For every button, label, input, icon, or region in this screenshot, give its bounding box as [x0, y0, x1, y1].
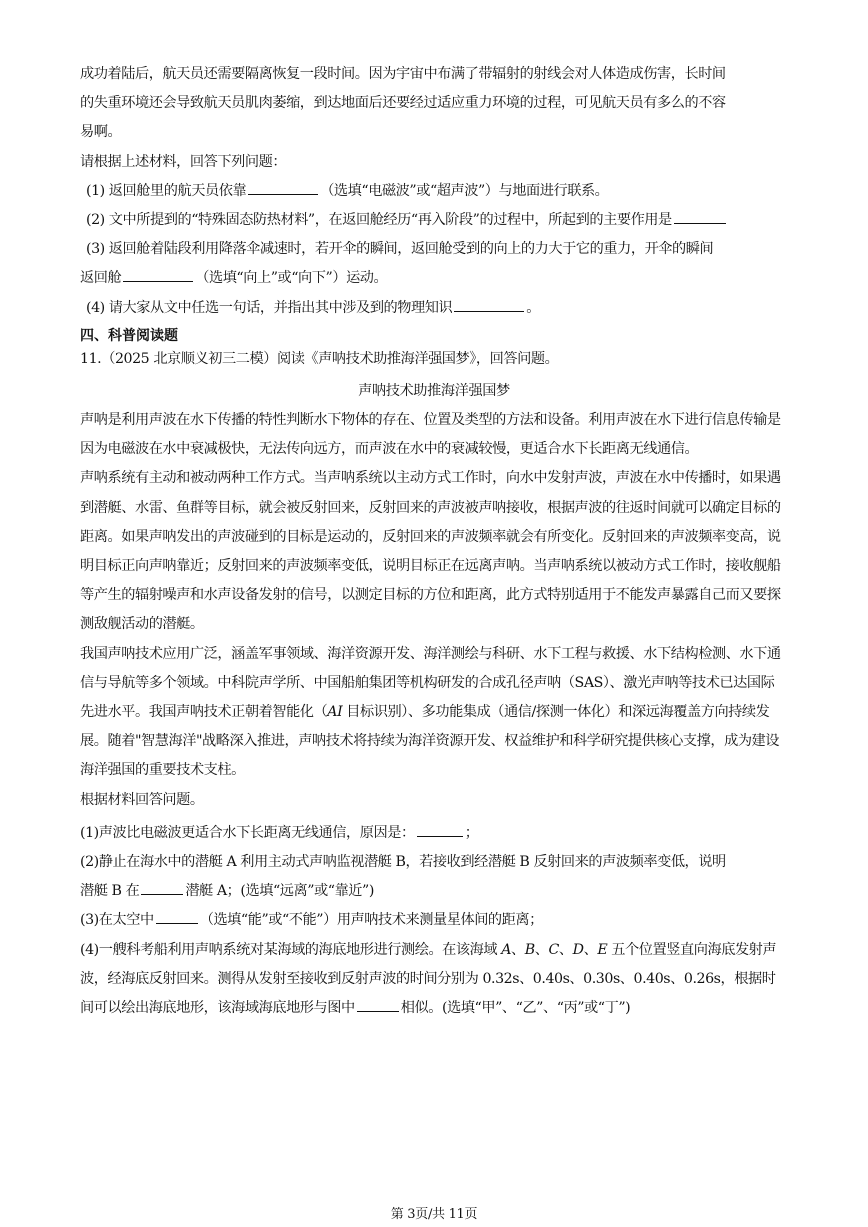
q11-sub2-cont: 潜艇 B 在 潜艇 A；(选填“远离”或“靠近”) — [80, 877, 788, 906]
answer-blank[interactable] — [417, 822, 463, 837]
q10-sub3-cont: 返回舱 （选填“向上”或“向下”）运动。 — [80, 264, 788, 293]
q11-stem: 11.（2025 北京顺义初三二模）阅读《声呐技术助推海洋强国梦》，回答问题。 — [80, 350, 559, 367]
q10-sub1: (1) 返回舱里的航天员依靠 （选填“电磁波”或“超声波”）与地面进行联系。 — [80, 177, 788, 206]
answer-blank[interactable] — [141, 880, 183, 895]
q11-sub3: (3)在太空中 （选填“能”或“不能”）用声呐技术来测量星体间的距离； — [80, 906, 788, 935]
intro-line: 易啊。 — [80, 124, 122, 141]
page-content — [80, 60, 788, 1023]
section-heading: 四、科普阅读题 — [80, 327, 178, 344]
answer-blank[interactable] — [674, 209, 726, 224]
answer-blank[interactable] — [156, 909, 198, 924]
article-paragraph-2: 声呐系统有主动和被动两种工作方式。当声呐系统以主动方式工作时，向水中发射声波，声波在水中传播时，如果遇到潜艇、水雷、鱼群等目标，就会被反射回来，反射回来的声波被声呐接收，根据声波的往返时间就可以确定目标的距离。如果声呐发出的声波碰到的目标是运动的，反射回来的声波频率就会有所变化。反射回来的声波频率变高，说明目标正向声呐靠近；反射回来的声波频率变低，说明目标正在远离声呐。当声呐系统以被动方式工作时，接收舰船等产生的辐射噪声和水声设备发射的信号，以测定目标的方位和距离，此方式特别适用于不能发声暴露自己而又要探测敌舰活动的潜艇。 — [80, 470, 781, 633]
q11-sub2: (2)静止在海水中的潜艇 A 利用主动式声呐监视潜艇 B，若接收到经潜艇 B 反射回来的声波频率变低，说明 — [80, 854, 726, 871]
q11-sub4: (4)一艘科考船利用声呐系统对某海域的海底地形进行测绘。在该海域 A、B、C、D、E 五个位置竖直向海底发射声波，经海底反射回来。测得从发射至接收到反射声波的时间分别为 0.32s、0.40s、0.30s、0.40s、0.26s，根据时间可以绘出海底地形，该海域海底地形与图中 相似。(选填“甲”、“乙”、“丙”或“丁”) — [80, 941, 777, 1017]
q10-sub2: (2) 文中所提到的“特殊固态防热材料”，在返回舱经历“再入阶段”的过程中，所起到的主要作用是 — [80, 206, 788, 235]
answer-blank[interactable] — [454, 297, 524, 312]
intro-line: 的失重环境还会导致航天员肌肉萎缩，到达地面后还要经过适应重力环境的过程，可见航天员有多么的不容 — [80, 95, 726, 112]
intro-line: 成功着陆后，航天员还需要隔离恢复一段时间。因为宇宙中布满了带辐射的射线会对人体造成伤害，长时间 — [80, 66, 726, 82]
q10-sub3: (3) 返回舱着陆段利用降落伞减速时，若开伞的瞬间，返回舱受到的向上的力大于它的重力，开伞的瞬间 — [86, 241, 714, 258]
answer-blank[interactable] — [123, 267, 193, 282]
page-number: 第 3页/共 11页 — [390, 1207, 478, 1222]
article-title: 声呐技术助推海洋强国梦 — [358, 383, 510, 400]
article-paragraph-3: 我国声呐技术应用广泛，涵盖军事领域、海洋资源开发、海洋测绘与科研、水下工程与救援、水下结构检测、水下通信与导航等多个领域。中科院声学所、中国船舶集团等机构研发的合成孔径声呐（SAS）、激光声呐等技术已达国际先进水平。我国声呐技术正朝着智能化（AI 目标识别）、多功能集成（通信/探测一体化）和深远海覆盖方向持续发展。随着"智慧海洋"战略深入推进，声呐技术将持续为海洋资源开发、权益维护和科学研究提供核心支撑，成为建设海洋强国的重要技术支柱。 — [80, 645, 781, 779]
answer-blank[interactable] — [248, 180, 318, 195]
answer-blank[interactable] — [357, 997, 399, 1012]
q11-sub1: (1)声波比电磁波更适合水下长距离无线通信，原因是： ； — [80, 819, 788, 848]
q11-prompt: 根据材料回答问题。 — [80, 791, 204, 808]
question-prompt: 请根据上述材料，回答下列问题： — [80, 153, 287, 170]
article-paragraph-1: 声呐是利用声波在水下传播的特性判断水下物体的存在、位置及类型的方法和设备。利用声波在水下进行信息传输是因为电磁波在水中衰减极快，无法传向远方，而声波在水中的衰减较慢，更适合水下长距离无线通信。 — [80, 412, 781, 458]
q10-sub4: (4) 请大家从文中任选一句话，并指出其中涉及到的物理知识 。 — [80, 294, 788, 323]
